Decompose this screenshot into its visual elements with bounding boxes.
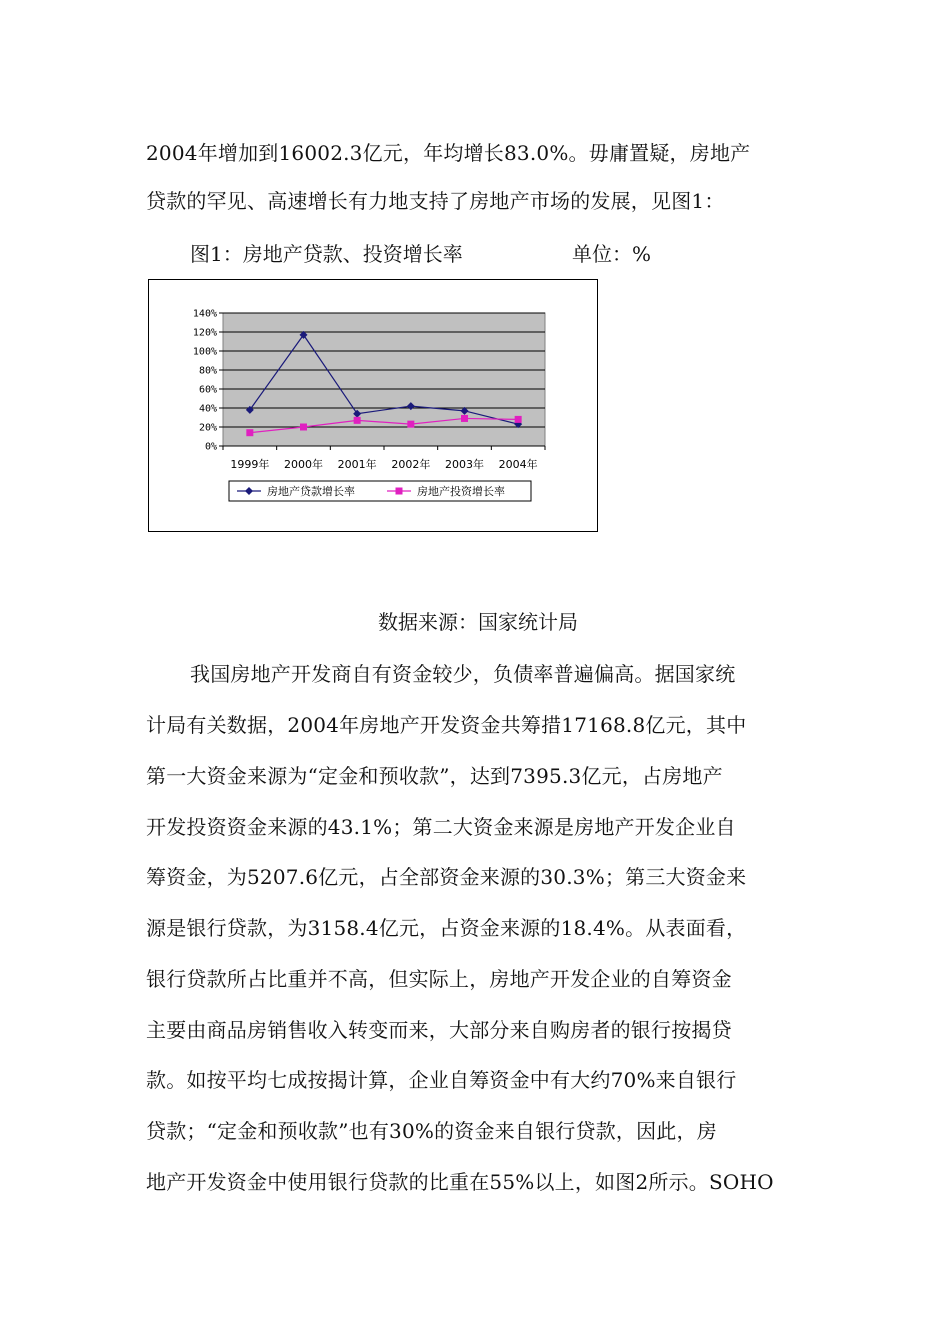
y-tick-label: 120%	[192, 327, 217, 339]
text-line: 贷款的罕见、高速增长有力地支持了房地产市场的发展，见图1：	[146, 189, 725, 213]
data-point	[354, 417, 361, 424]
legend-label: 房地产投资增长率	[417, 485, 505, 498]
x-tick-label: 2004年	[498, 458, 538, 471]
y-tick-label: 100%	[192, 346, 217, 358]
y-tick-label: 40%	[198, 403, 217, 415]
text-line: 银行贷款所占比重并不高，但实际上，房地产开发企业的自筹资金	[146, 967, 732, 991]
legend-marker	[396, 488, 403, 495]
y-tick-label: 0%	[204, 441, 217, 453]
figure-caption: 图1：房地产贷款、投资增长率	[190, 242, 463, 266]
text-line: 开发投资资金来源的43.1%；第二大资金来源是房地产开发企业自	[146, 815, 736, 839]
line-chart	[148, 279, 598, 532]
text-line: 2004年增加到16002.3亿元，年均增长83.0%。毋庸置疑，房地产	[146, 141, 751, 165]
x-tick-label: 2002年	[391, 458, 431, 471]
data-point	[246, 429, 253, 436]
y-tick-label: 20%	[198, 422, 217, 434]
text-line: 我国房地产开发商自有资金较少，负债率普遍偏高。据国家统	[190, 662, 736, 686]
figure-unit: 单位：%	[572, 242, 652, 266]
text-line: 源是银行贷款，为3158.4亿元，占资金来源的18.4%。从表面看，	[146, 916, 747, 940]
x-tick-label: 2003年	[445, 458, 484, 471]
text-line: 筹资金，为5207.6亿元，占全部资金来源的30.3%；第三大资金来	[146, 865, 747, 889]
x-tick-label: 2001年	[337, 458, 377, 471]
y-tick-label: 80%	[198, 365, 217, 377]
chart-svg	[149, 280, 597, 531]
text-line: 第一大资金来源为“定金和预收款”，达到7395.3亿元，占房地产	[146, 764, 723, 788]
y-tick-label: 60%	[198, 384, 217, 396]
text-line: 计局有关数据，2004年房地产开发资金共筹措17168.8亿元，其中	[146, 713, 747, 737]
data-point	[407, 421, 414, 428]
text-line: 款。如按平均七成按揭计算，企业自筹资金中有大约70%来自银行	[146, 1068, 737, 1092]
data-point	[515, 416, 522, 423]
text-line: 地产开发资金中使用银行贷款的比重在55%以上，如图2所示。SOHO	[146, 1170, 774, 1194]
data-source: 数据来源：国家统计局	[378, 610, 578, 634]
x-tick-label: 2000年	[284, 458, 323, 471]
data-point	[300, 424, 307, 431]
text-line: 主要由商品房销售收入转变而来，大部分来自购房者的银行按揭贷	[146, 1018, 732, 1042]
x-tick-label: 1999年	[230, 458, 270, 471]
y-tick-label: 140%	[192, 308, 217, 320]
data-point	[461, 415, 468, 422]
legend-label: 房地产贷款增长率	[267, 485, 355, 498]
text-line: 贷款；“定金和预收款”也有30%的资金来自银行贷款，因此，房	[146, 1119, 717, 1143]
